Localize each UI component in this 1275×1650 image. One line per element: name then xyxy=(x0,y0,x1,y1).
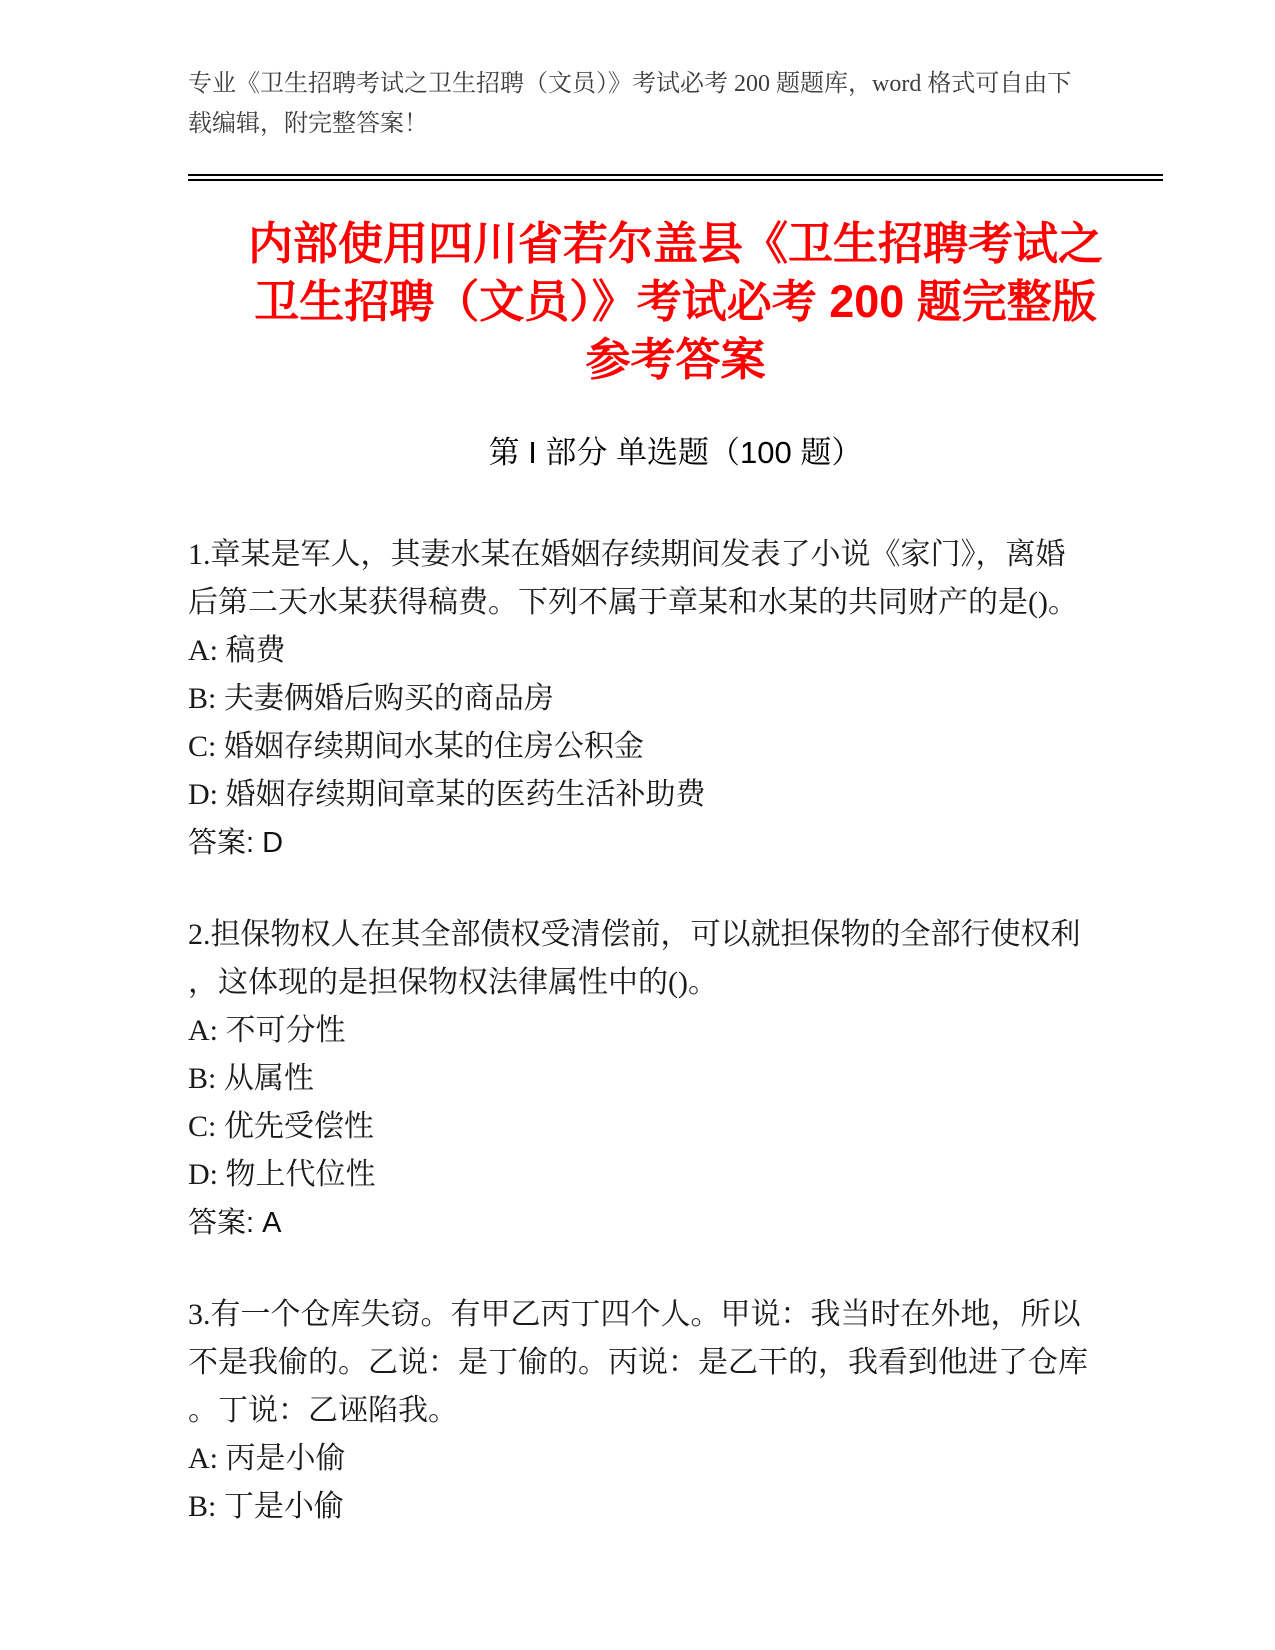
section-heading: 第 I 部分 单选题（100 题） xyxy=(488,435,863,470)
question-option-a: A: 丙是小偷 xyxy=(188,1442,346,1475)
question-option-d: D: 婚姻存续期间章某的医药生活补助费 xyxy=(188,778,706,811)
document-title-line: 参考答案 xyxy=(585,334,766,385)
document-title-line: 内部使用四川省若尔盖县《卫生招聘考试之 xyxy=(247,218,1103,269)
question-option-b: B: 夫妻俩婚后购买的商品房 xyxy=(188,682,554,715)
page-header xyxy=(188,64,1163,181)
question-text: 2.担保物权人在其全部债权受清偿前，可以就担保物的全部行使权利，这体现的是担保物权法律属性中的()。 xyxy=(188,918,1081,999)
document-title-line: 卫生招聘（文员）》考试必考 200 题完整版 xyxy=(254,276,1097,327)
question-option-b: B: 丁是小偷 xyxy=(188,1490,344,1523)
question-text: 1.章某是军人，其妻水某在婚姻存续期间发表了小说《家门》，离婚后第二天水某获得稿费。下列不属于章某和水某的共同财产的是()。 xyxy=(188,538,1078,619)
question-text: 3.有一个仓库失窃。有甲乙丙丁四个人。甲说：我当时在外地，所以不是我偷的。乙说：是丁偷的。丙说：是乙干的，我看到他进了仓库。丁说：乙诬陷我。 xyxy=(188,1298,1088,1427)
question-block-1 xyxy=(188,531,1163,867)
question-answer: 答案: D xyxy=(188,827,284,859)
document-title xyxy=(188,215,1163,389)
question-option-c: C: 婚姻存续期间水某的住房公积金 xyxy=(188,730,644,763)
question-option-d: D: 物上代位性 xyxy=(188,1158,376,1191)
question-block-2 xyxy=(188,911,1163,1247)
question-option-a: A: 稿费 xyxy=(188,634,286,667)
header-note: 专业《卫生招聘考试之卫生招聘（文员）》考试必考 200 题题库，word 格式可自由下载编辑，附完整答案！ xyxy=(188,71,1072,137)
question-block-3 xyxy=(188,1291,1163,1531)
question-option-c: C: 优先受偿性 xyxy=(188,1110,374,1143)
question-option-b: B: 从属性 xyxy=(188,1062,314,1095)
question-answer: 答案: A xyxy=(188,1207,282,1239)
question-option-a: A: 不可分性 xyxy=(188,1014,346,1047)
questions-list xyxy=(188,531,1163,1531)
